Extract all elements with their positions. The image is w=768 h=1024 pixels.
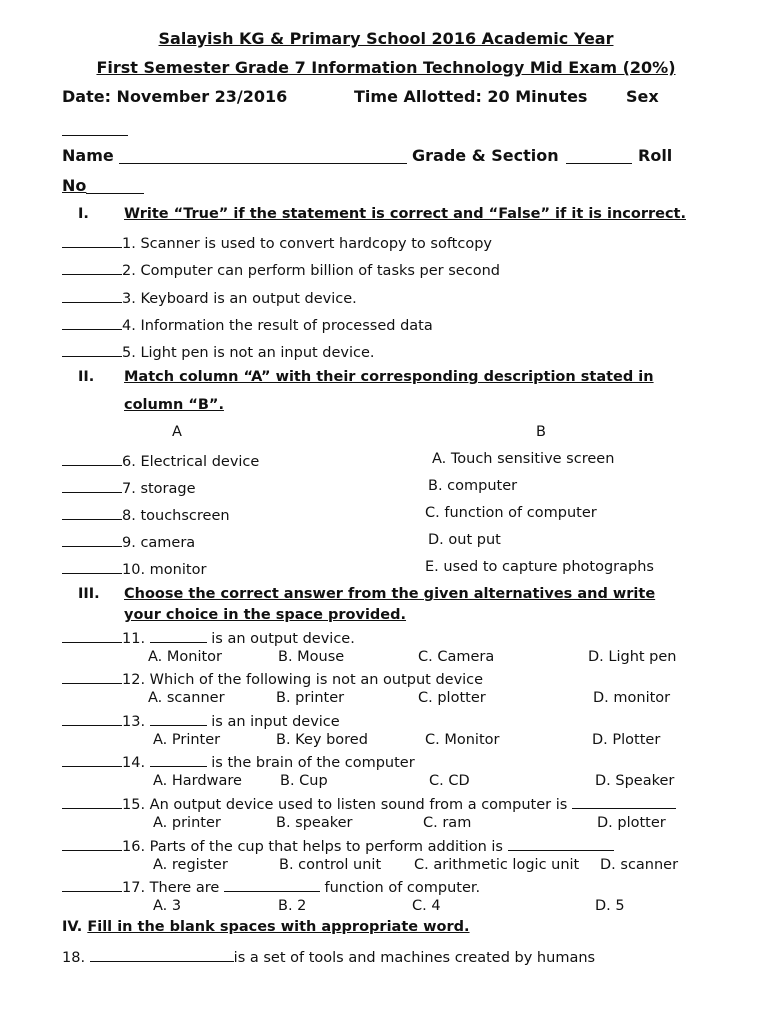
mcq-option: D. Light pen bbox=[588, 649, 677, 665]
section-title-cont: column “B”. bbox=[124, 397, 224, 413]
mcq-option: A. Monitor bbox=[148, 649, 223, 665]
roll-no-field[interactable] bbox=[86, 177, 144, 194]
mcq-option: D. plotter bbox=[597, 815, 666, 831]
answer-blank[interactable] bbox=[62, 478, 122, 493]
mcq-option: C. plotter bbox=[418, 690, 486, 706]
mcq-question-17: 17. There are function of computer. bbox=[62, 877, 480, 896]
section-title: Write “True” if the statement is correct and “False” if it is incorrect. bbox=[124, 206, 686, 222]
match-item-b: E. used to capture photographs bbox=[425, 559, 654, 575]
match-item-a: 6. Electrical device bbox=[62, 451, 259, 470]
question-blank bbox=[150, 752, 207, 767]
section-title: Choose the correct answer from the given alternatives and write bbox=[124, 586, 656, 602]
roll-label: Roll bbox=[638, 146, 673, 165]
mcq-option: D. Speaker bbox=[595, 773, 675, 789]
match-item-a: 10. monitor bbox=[62, 559, 206, 578]
section-number: III. bbox=[78, 586, 100, 602]
mcq-option: D. scanner bbox=[600, 857, 679, 873]
tf-question-4: 4. Information the result of processed data bbox=[62, 315, 433, 334]
roll-no-label: No bbox=[62, 176, 87, 195]
answer-blank[interactable] bbox=[62, 752, 122, 767]
tf-question-2: 2. Computer can perform billion of tasks per second bbox=[62, 260, 500, 279]
section-title: Match column “A” with their corresponding description stated in bbox=[124, 369, 654, 385]
match-item-a: 9. camera bbox=[62, 532, 195, 551]
name-field[interactable] bbox=[119, 147, 407, 164]
mcq-option: D. 5 bbox=[595, 898, 625, 914]
answer-blank[interactable] bbox=[62, 233, 122, 248]
mcq-question-14: 14. is the brain of the computer bbox=[62, 752, 415, 771]
column-a-header: A bbox=[172, 424, 182, 440]
question-blank bbox=[150, 711, 207, 726]
mcq-option: C. CD bbox=[429, 773, 470, 789]
answer-blank[interactable] bbox=[62, 260, 122, 275]
mcq-option: D. Plotter bbox=[592, 732, 661, 748]
question-blank bbox=[224, 877, 320, 892]
mcq-option: D. monitor bbox=[593, 690, 671, 706]
mcq-option: B. speaker bbox=[276, 815, 353, 831]
question-blank bbox=[572, 794, 676, 809]
school-title: Salayish KG & Primary School 2016 Academic Year bbox=[158, 29, 614, 48]
mcq-option: A. Hardware bbox=[153, 773, 242, 789]
time-allotted: Time Allotted: 20 Minutes bbox=[354, 87, 588, 106]
mcq-option: B. Key bored bbox=[276, 732, 368, 748]
tf-question-3: 3. Keyboard is an output device. bbox=[62, 288, 357, 307]
answer-blank[interactable] bbox=[62, 505, 122, 520]
section-number: II. bbox=[78, 369, 95, 385]
mcq-option: C. Camera bbox=[418, 649, 495, 665]
match-item-b: C. function of computer bbox=[425, 505, 597, 521]
answer-blank[interactable] bbox=[62, 288, 122, 303]
tf-question-5: 5. Light pen is not an input device. bbox=[62, 342, 375, 361]
sex-label: Sex bbox=[626, 87, 659, 106]
match-item-b: A. Touch sensitive screen bbox=[432, 451, 615, 467]
mcq-option: A. scanner bbox=[148, 690, 225, 706]
question-blank bbox=[150, 628, 207, 643]
question-blank bbox=[508, 836, 614, 851]
answer-blank[interactable] bbox=[62, 628, 122, 643]
section-number: I. bbox=[78, 206, 89, 222]
answer-blank[interactable] bbox=[90, 947, 234, 962]
column-b-header: B bbox=[536, 424, 546, 440]
section-title: Fill in the blank spaces with appropriate word. bbox=[87, 919, 470, 935]
answer-blank[interactable] bbox=[62, 532, 122, 547]
answer-blank[interactable] bbox=[62, 711, 122, 726]
mcq-option: C. arithmetic logic unit bbox=[414, 857, 580, 873]
sex-field[interactable] bbox=[62, 119, 128, 136]
tf-question-1: 1. Scanner is used to convert hardcopy to softcopy bbox=[62, 233, 492, 252]
match-item-b: B. computer bbox=[428, 478, 518, 494]
mcq-option: B. printer bbox=[276, 690, 345, 706]
grade-section-label: Grade & Section bbox=[412, 146, 559, 165]
answer-blank[interactable] bbox=[62, 836, 122, 851]
section-number: IV. bbox=[62, 919, 83, 935]
mcq-option: C. Monitor bbox=[425, 732, 500, 748]
mcq-option: A. printer bbox=[153, 815, 221, 831]
mcq-option: A. 3 bbox=[153, 898, 182, 914]
section-iv-heading bbox=[62, 919, 470, 935]
mcq-question-16: 16. Parts of the cup that helps to perform addition is bbox=[62, 836, 614, 855]
mcq-option: B. Cup bbox=[280, 773, 328, 789]
fill-in-question-18: 18. is a set of tools and machines created by humans bbox=[62, 947, 595, 966]
section-title-cont: your choice in the space provided. bbox=[124, 607, 407, 623]
answer-blank[interactable] bbox=[62, 877, 122, 892]
mcq-option: B. 2 bbox=[278, 898, 307, 914]
mcq-question-15: 15. An output device used to listen sound from a computer is bbox=[62, 794, 676, 813]
answer-blank[interactable] bbox=[62, 451, 122, 466]
match-item-a: 8. touchscreen bbox=[62, 505, 230, 524]
exam-title: First Semester Grade 7 Information Technology Mid Exam (20%) bbox=[96, 58, 676, 77]
mcq-option: B. Mouse bbox=[278, 649, 345, 665]
grade-section-field[interactable] bbox=[566, 147, 632, 164]
mcq-question-12: 12. Which of the following is not an output device bbox=[62, 669, 483, 688]
match-item-a: 7. storage bbox=[62, 478, 196, 497]
mcq-option: C. ram bbox=[423, 815, 472, 831]
answer-blank[interactable] bbox=[62, 794, 122, 809]
mcq-question-11: 11. is an output device. bbox=[62, 628, 355, 647]
name-label: Name bbox=[62, 146, 114, 165]
answer-blank[interactable] bbox=[62, 559, 122, 574]
answer-blank[interactable] bbox=[62, 342, 122, 357]
mcq-option: B. control unit bbox=[279, 857, 382, 873]
mcq-question-13: 13. is an input device bbox=[62, 711, 340, 730]
mcq-option: A. Printer bbox=[153, 732, 221, 748]
mcq-option: C. 4 bbox=[412, 898, 441, 914]
exam-date: Date: November 23/2016 bbox=[62, 87, 288, 106]
mcq-option: A. register bbox=[153, 857, 228, 873]
answer-blank[interactable] bbox=[62, 315, 122, 330]
match-item-b: D. out put bbox=[428, 532, 501, 548]
answer-blank[interactable] bbox=[62, 669, 122, 684]
